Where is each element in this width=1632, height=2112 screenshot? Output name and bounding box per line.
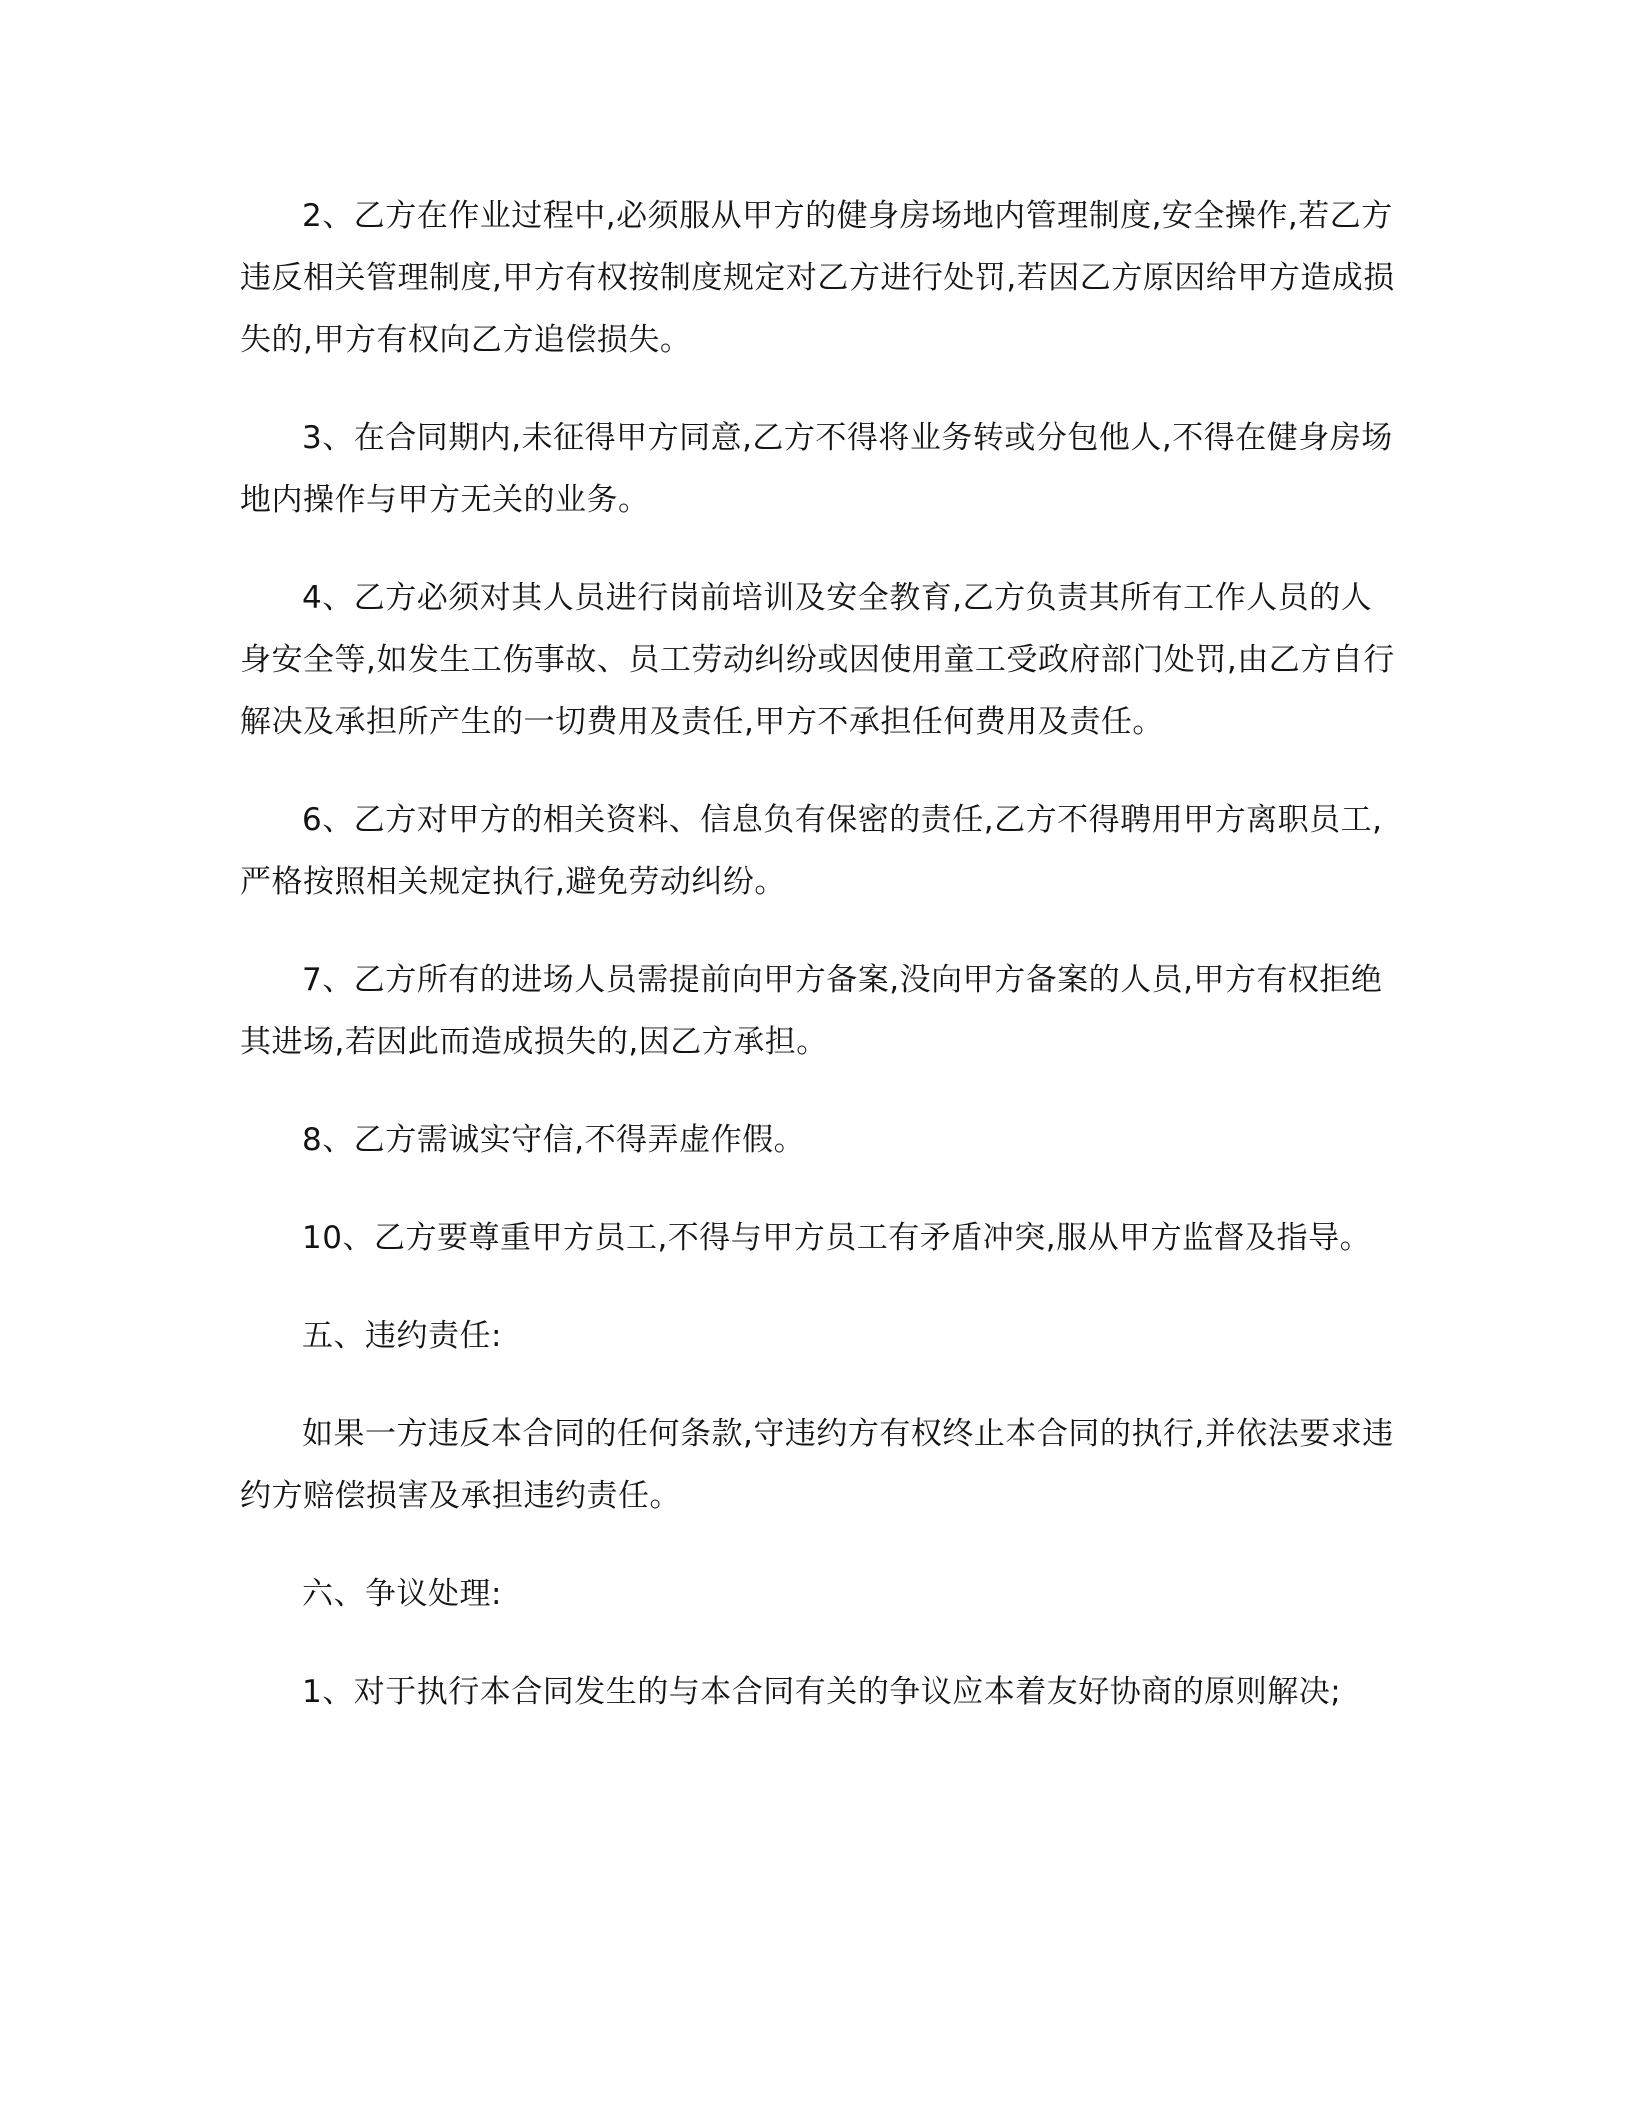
breach-paragraph: 如果一方违反本合同的任何条款,守违约方有权终止本合同的执行,并依法要求违约方赔偿损害及承担违约责任。: [240, 1416, 1394, 1514]
document-body: [240, 185, 1400, 1759]
section-heading-breach: 五、违约责任:: [302, 1318, 502, 1354]
clause-8: 8、乙方需诚实守信,不得弄虚作假。: [302, 1122, 806, 1158]
clause-10: 10、乙方要尊重甲方员工,不得与甲方员工有矛盾冲突,服从甲方监督及指导。: [302, 1220, 1372, 1256]
clause-3: 3、在合同期内,未征得甲方同意,乙方不得将业务转或分包他人,不得在健身房场地内操作与甲方无关的业务。: [240, 420, 1393, 518]
dispute-clause-1: 1、对于执行本合同发生的与本合同有关的争议应本着友好协商的原则解决;: [302, 1674, 1342, 1710]
clause-4: 4、乙方必须对其人员进行岗前培训及安全教育,乙方负责其所有工作人员的人身安全等,如发生工伤事故、员工劳动纠纷或因使用童工受政府部门处罚,由乙方自行解决及承担所产生的一切费用及责任,甲方不承担任何费用及责任。: [240, 580, 1395, 740]
section-heading-dispute: 六、争议处理:: [302, 1576, 502, 1612]
clause-6: 6、乙方对甲方的相关资料、信息负有保密的责任,乙方不得聘用甲方离职员工,严格按照相关规定执行,避免劳动纠纷。: [240, 802, 1383, 900]
clause-7: 7、乙方所有的进场人员需提前向甲方备案,没向甲方备案的人员,甲方有权拒绝其进场,若因此而造成损失的,因乙方承担。: [240, 962, 1383, 1060]
clause-2: 2、乙方在作业过程中,必须服从甲方的健身房场地内管理制度,安全操作,若乙方违反相关管理制度,甲方有权按制度规定对乙方进行处罚,若因乙方原因给甲方造成损失的,甲方有权向乙方追偿损失。: [240, 198, 1395, 358]
